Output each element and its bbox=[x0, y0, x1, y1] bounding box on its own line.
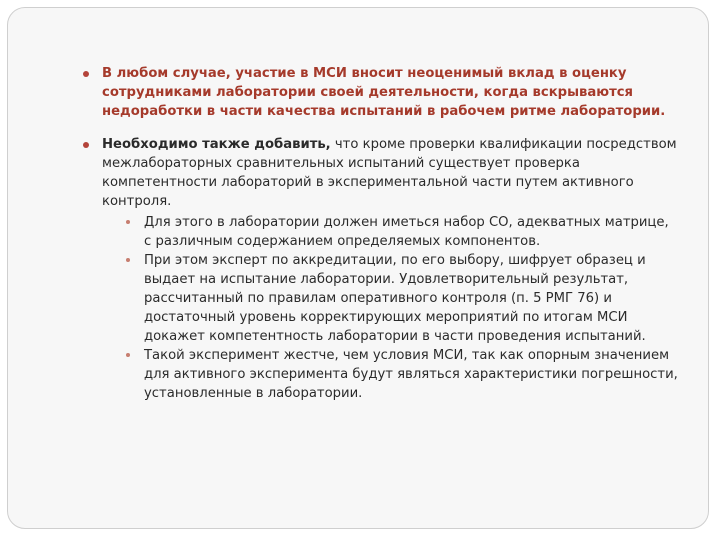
sub-item-1 bbox=[122, 213, 680, 251]
bullet-text: что кроме проверки квалификации посредством межлабораторных сравнительных испытаний существует проверка компетентности лабораторий в экспериментальной части путем активного контроля. bbox=[102, 137, 677, 209]
sub-item-text: При этом эксперт по аккредитации, по его выбору, шифрует образец и выдает на испытание лаборатории. Удовлетворительный результат, рассчитанный по правилам оперативного контроля (п. 5 РМГ 76) и достаточный уровень корректирующих мероприятий по итогам МСИ докажет компетентность лаборатории в части проведения испытаний. bbox=[144, 253, 646, 344]
sub-bullet-dot-icon bbox=[126, 353, 130, 357]
bullet-item-1 bbox=[80, 64, 680, 121]
bullet-dot-icon bbox=[83, 71, 89, 77]
slide-content bbox=[80, 64, 680, 403]
bullet-lead-text: Необходимо также добавить, bbox=[102, 137, 331, 152]
sub-item-3 bbox=[122, 346, 680, 403]
sub-bullet-dot-icon bbox=[126, 258, 130, 262]
sub-item-text: Для этого в лаборатории должен иметься набор СО, адекватных матрице, с различным содержанием определяемых компонентов. bbox=[144, 215, 669, 249]
bullet-text: В любом случае, участие в МСИ вносит неоценимый вклад в оценку сотрудниками лаборатории своей деятельности, когда вскрываются недоработки в части качества испытаний в рабочем ритме лаборатории. bbox=[102, 66, 666, 119]
sub-bullet-dot-icon bbox=[126, 220, 130, 224]
sub-item-2 bbox=[122, 251, 680, 346]
sub-list bbox=[102, 213, 680, 403]
sub-item-text: Такой эксперимент жестче, чем условия МСИ, так как опорным значением для активного эксперимента будут являться характеристики погрешности, установленные в лаборатории. bbox=[144, 348, 678, 401]
bullet-dot-icon bbox=[83, 142, 89, 148]
bullet-item-2 bbox=[80, 135, 680, 403]
